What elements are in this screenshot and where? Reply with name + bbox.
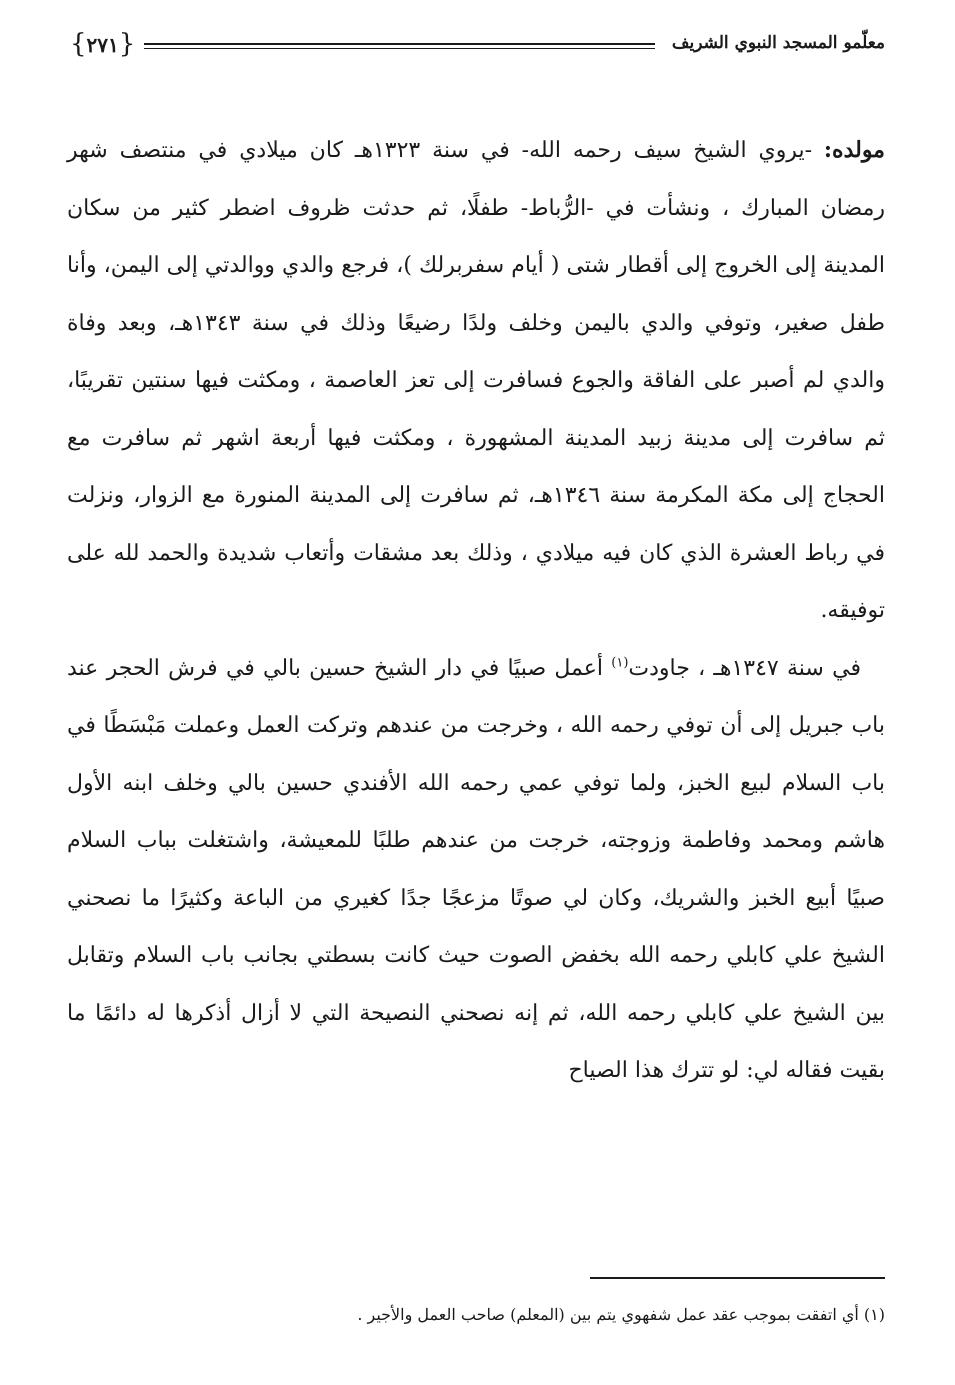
header-rule [144,43,655,49]
running-title: معلّمو المسجد النبوي الشريف [671,33,885,53]
footnote-separator [590,1277,885,1279]
paragraph-work [67,640,885,1100]
page-number-value: ٢٧١ [86,33,119,57]
paragraph-birth [67,122,885,640]
footnote-reference[interactable]: (١) [611,655,629,671]
running-header [70,28,885,68]
section-term: مولده: [823,137,885,163]
footnote: (١) أي اتفقت بموجب عقد عمل شفهوي يتم بين (المعلم) صاحب العمل والأجير . [357,1305,885,1324]
page-number [70,30,135,59]
paragraph-work-text: أعمل صبيًا في دار الشيخ حسين بالي في فرش الحجر عند باب جبريل إلى أن توفي رحمه الله ، وخرجت من عندهم وتركت العمل وعملت مَبْسَطًا في باب السلام لبيع الخبز، ولما توفي عمي رحمه الله الأفندي حسين بالي وخلف ابنه الأول هاشم ومحمد وفاطمة وزوجته، خرجت من عندهم طلبًا للمعيشة، واشتغلت بباب السلام صبيًا أبيع الخبز والشريك، وكان لي صوتًا مزعجًا جدًا كغيري من الباعة وكثيرًا ما نصحني الشيخ علي كابلي رحمه الله بخفض الصوت حيث كانت بسطتي بجانب باب السلام وتقابل بين الشيخ علي كابلي رحمه الله، ثم إنه نصحني النصيحة التي لا أزال أذكرها له دائمًا ما بقيت فقاله لي: لو تترك هذا الصياح [67,655,885,1083]
paragraph-work-opening: في سنة ١٣٤٧هـ ، جاودت [628,655,861,681]
paragraph-birth-text: -يروي الشيخ سيف رحمه الله- في سنة ١٣٢٣هـ كان ميلادي في منتصف شهر رمضان المبارك ، ونشأت في -الرُّباط- طفلًا، ثم حدثت ظروف اضطر كثير من سكان المدينة إلى الخروج إلى أقطار شتى ( أيام سفربرلك )، فرجع والدي ووالدتي إلى اليمن، وأنا طفل صغير، وتوفي والدي باليمن وخلف ولدًا رضيعًا وذلك في سنة ١٣٤٣هـ، وبعد وفاة والدي لم أصبر على الفاقة والجوع فسافرت إلى تعز العاصمة ، ومكثت فيها سنتين تقريبًا، ثم سافرت إلى مدينة زبيد المدينة المشهورة ، ومكثت فيها أربعة اشهر ثم سافرت مع الحجاج إلى مكة المكرمة سنة ١٣٤٦هـ، ثم سافرت إلى المدينة المنورة مع الزوار، ونزلت في رباط العشرة الذي كان فيه ميلادي ، وذلك بعد مشقات وأتعاب شديدة والحمد لله على توفيقه. [67,138,886,623]
page-number-bracket-close: } [118,29,136,59]
body-text [67,122,885,1100]
page-number-bracket-open: { [70,29,87,59]
